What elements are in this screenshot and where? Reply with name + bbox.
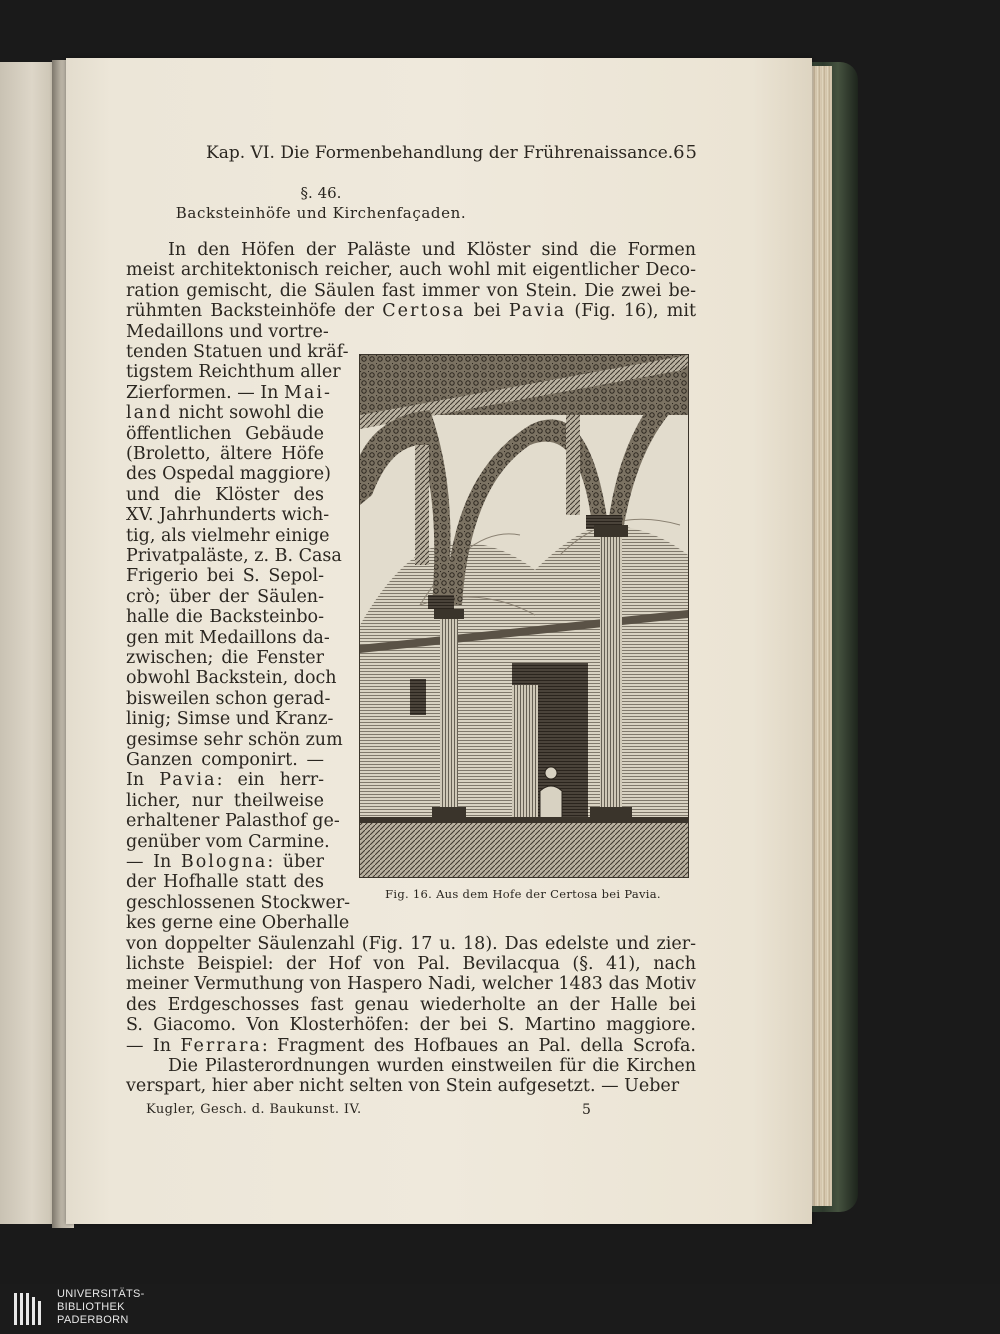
- text-line: [126, 424, 324, 444]
- text-segment: : ein herr-: [216, 770, 324, 790]
- spaced-word: Bologna: [180, 852, 268, 872]
- text-segment: linig; Simse und Kranz-: [126, 709, 334, 729]
- text-line: [168, 240, 696, 260]
- text-line: [126, 362, 341, 382]
- text-segment: Frigerio bei S. Sepol-: [126, 566, 324, 586]
- text-line: [126, 913, 350, 933]
- text-line: [126, 1076, 696, 1096]
- running-head: Kap. VI. Die Formenbehandlung der Frührenaissance.: [206, 143, 674, 163]
- text-line: [126, 791, 324, 811]
- text-segment: XV. Jahrhunderts wich-: [126, 505, 330, 525]
- spaced-word: Pavia: [508, 301, 567, 321]
- text-line: [126, 995, 696, 1015]
- text-line: [126, 730, 343, 750]
- text-line: [126, 628, 330, 648]
- text-line: [126, 444, 324, 464]
- text-segment: tenden Statuen und kräf-: [126, 342, 349, 362]
- text-segment: meiner Vermuthung von Haspero Nadi, welcher 1483 das Motiv: [126, 974, 696, 994]
- text-line: [126, 301, 696, 321]
- text-line: [126, 832, 330, 852]
- text-segment: In: [126, 770, 160, 790]
- section-title: Backsteinhöfe und Kirchenfaçaden.: [175, 204, 467, 222]
- text-segment: geschlossenen Stockwer-: [126, 893, 351, 913]
- text-line: [126, 974, 696, 994]
- text-segment: des Erdgeschosses fast genau wiederholte an der Halle bei: [126, 995, 696, 1015]
- text-segment: genüber vom Carmine.: [126, 832, 330, 852]
- text-line: [126, 464, 331, 484]
- text-segment: des Ospedal maggiore): [126, 464, 331, 484]
- library-name: [57, 1288, 145, 1327]
- text-line: [126, 587, 324, 607]
- text-segment: kes gerne eine Oberhalle: [126, 913, 350, 933]
- text-segment: : Fragment des Hofbaues an Pal. della Scrofa.: [261, 1036, 696, 1056]
- text-segment: halle die Backsteinbo-: [126, 607, 324, 627]
- spaced-word: Ferrara: [180, 1036, 262, 1056]
- text-segment: tig, als vielmehr einige: [126, 526, 330, 546]
- text-segment: zwischen; die Fenster: [126, 648, 324, 668]
- book-page: [66, 58, 812, 1224]
- text-line: [126, 893, 351, 913]
- text-line: [126, 485, 324, 505]
- text-line: [126, 546, 342, 566]
- library-name-line2: BIBLIOTHEK: [57, 1301, 125, 1313]
- text-segment: Zierformen. — In: [126, 383, 285, 403]
- text-segment: von doppelter Säulenzahl (Fig. 17 u. 18). Das edelste und zier-: [126, 934, 696, 954]
- text-line: [126, 607, 324, 627]
- spaced-word: Certosa: [382, 301, 466, 321]
- text-line: [126, 260, 696, 280]
- library-name-line1: UNIVERSITÄTS-: [57, 1288, 145, 1300]
- text-line: [126, 322, 329, 342]
- section-number: §. 46.: [300, 184, 342, 202]
- text-segment: Privatpaläste, z. B. Casa: [126, 546, 342, 566]
- text-segment: der Hofhalle statt des: [126, 872, 324, 892]
- library-banner: [0, 1284, 1000, 1334]
- page-content: [66, 58, 812, 1224]
- text-line: [126, 770, 324, 790]
- text-segment: tigstem Reichthum aller: [126, 362, 341, 382]
- text-segment: S. Giacomo. Von Klosterhöfen: der bei S. Martino maggiore.: [126, 1015, 696, 1035]
- sheet-number: 5: [582, 1102, 591, 1118]
- text-line: [126, 648, 324, 668]
- text-line: [126, 934, 696, 954]
- text-line: [126, 668, 337, 688]
- text-line: [126, 566, 324, 586]
- text-line: [126, 1036, 696, 1056]
- text-line: [126, 342, 349, 362]
- text-segment: verspart, hier aber nicht selten von Stein aufgesetzt. — Ueber: [126, 1076, 680, 1096]
- text-segment: nicht sowohl die: [172, 403, 324, 423]
- text-line: [126, 505, 330, 525]
- text-segment: (Fig. 16), mit: [566, 301, 696, 321]
- text-segment: — In: [126, 1036, 181, 1056]
- text-segment: Medaillons und vortre-: [126, 322, 329, 342]
- text-line: [168, 1056, 696, 1076]
- page-number: 65: [673, 142, 698, 163]
- text-segment: Die Pilasterordnungen wurden einstweilen für die Kirchen: [168, 1056, 696, 1076]
- text-segment: Ganzen componirt. —: [126, 750, 324, 770]
- spaced-word: land: [126, 403, 173, 423]
- footer-signature: Kugler, Gesch. d. Baukunst. IV.: [146, 1102, 362, 1117]
- courtyard-illustration: [360, 355, 688, 877]
- text-segment: bei: [465, 301, 509, 321]
- library-name-line3: PADERBORN: [57, 1314, 129, 1326]
- text-line: [126, 403, 324, 423]
- text-segment: : über: [267, 852, 324, 872]
- spaced-word: Mai-: [284, 383, 332, 403]
- text-segment: lichste Beispiel: der Hof von Pal. Bevilacqua (§. 41), nach: [126, 954, 696, 974]
- page-header: [206, 141, 698, 165]
- text-line: [126, 750, 324, 770]
- spaced-word: Pavia: [159, 770, 217, 790]
- text-segment: ration gemischt, die Säulen fast immer von Stein. Die zwei be-: [126, 281, 696, 301]
- text-segment: erhaltener Palasthof ge-: [126, 811, 340, 831]
- text-line: [126, 1015, 696, 1035]
- text-segment: öffentlichen Gebäude: [126, 424, 324, 444]
- text-segment: rühmten Backsteinhöfe der: [126, 301, 383, 321]
- text-line: [126, 709, 334, 729]
- text-line: [126, 281, 696, 301]
- figure-engraving: [359, 354, 689, 878]
- text-segment: licher, nur theilweise: [126, 791, 324, 811]
- text-segment: meist architektonisch reicher, auch wohl mit eigentlicher Deco-: [126, 260, 696, 280]
- figure-caption: Fig. 16. Aus dem Hofe der Certosa bei Pavia.: [385, 887, 661, 901]
- text-segment: und die Klöster des: [126, 485, 324, 505]
- text-line: [126, 852, 324, 872]
- text-segment: gesimse sehr schön zum: [126, 730, 343, 750]
- text-line: [126, 383, 332, 403]
- text-line: [126, 811, 340, 831]
- text-line: [126, 872, 324, 892]
- library-logo-icon: [8, 1289, 48, 1329]
- left-page-edge: [0, 62, 58, 1224]
- text-segment: — In: [126, 852, 181, 872]
- text-segment: bisweilen schon gerad-: [126, 689, 331, 709]
- text-segment: crò; über der Säulen-: [126, 587, 324, 607]
- text-segment: In den Höfen der Paläste und Klöster sind die Formen: [168, 240, 696, 260]
- text-line: [126, 689, 331, 709]
- text-segment: gen mit Medaillons da-: [126, 628, 330, 648]
- text-line: [126, 526, 330, 546]
- text-segment: obwohl Backstein, doch: [126, 668, 337, 688]
- text-segment: (Broletto, ältere Höfe: [126, 444, 324, 464]
- text-line: [126, 954, 696, 974]
